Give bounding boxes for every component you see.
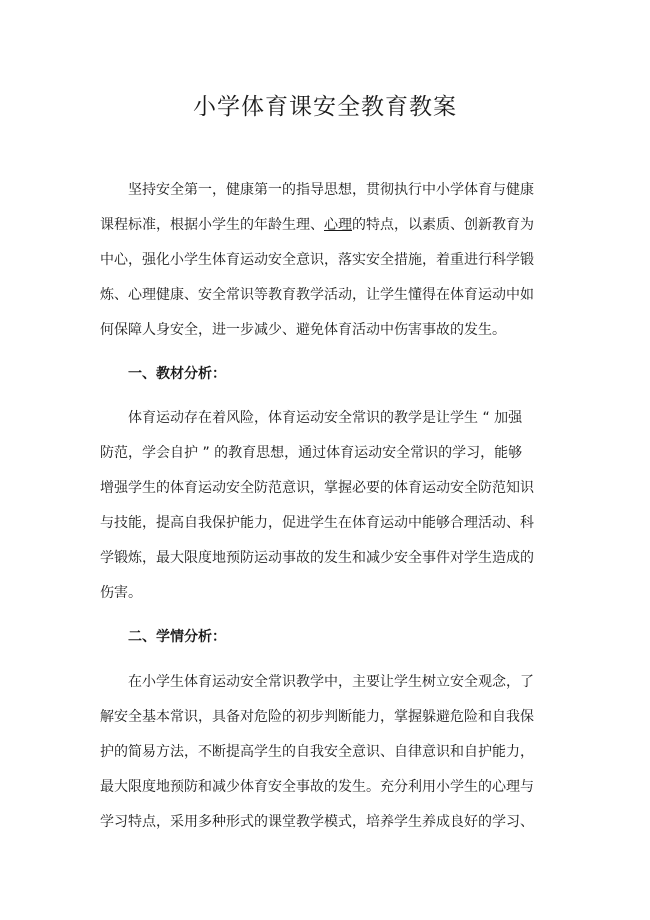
intro-line-3: 中心，强化小学生体育运动安全意识，落实安全措施，着重进行科学锻: [100, 252, 534, 268]
section2-line-1: 在小学生体育运动安全常识教学中，主要让学生树立安全观念，了: [128, 674, 534, 690]
section1-line-5: 学锻炼，最大限度地预防运动事故的发生和减少安全事件对学生造成的: [100, 550, 534, 566]
section2-line-5: 学习特点，采用多种形式的课堂教学模式，培养学生养成良好的学习、: [100, 814, 534, 830]
intro-line-1: 坚持安全第一，健康第一的指导思想，贯彻执行中小学体育与健康: [128, 182, 534, 198]
intro-line-2: [100, 215, 534, 235]
section-heading-textbook-analysis: 一、教材分析：: [128, 366, 226, 382]
section2-line-3: 护的简易方法，不断提高学生的自我安全意识、自律意识和自护能力，: [100, 744, 534, 760]
intro-line-2-part-b: 的特点，以素质、创新教育为: [352, 217, 534, 233]
intro-line-5: 何保障人身安全，进一步减少、避免体育活动中伤害事故的发生。: [100, 322, 506, 338]
section2-line-2: 解安全基本常识，具备对危险的初步判断能力，掌握躲避危险和自我保: [100, 709, 534, 725]
intro-line-2-part-a: 课程标准，根据小学生的年龄生理、: [100, 217, 324, 233]
section1-line-3: 增强学生的体育运动安全防范意识，掌握必要的体育运动安全防范知识: [100, 480, 534, 496]
document-title: 小学体育课安全教育教案: [193, 94, 457, 120]
section1-line-2: 防范，学会自护 ” 的教育思想，通过体育运动安全常识的学习，能够: [100, 445, 523, 461]
section1-line-4: 与技能，提高自我保护能力，促进学生在体育运动中能够合理活动、科: [100, 515, 534, 531]
section1-line-6: 伤害。: [100, 585, 142, 601]
section2-line-4: 最大限度地预防和减少体育安全事故的发生。充分利用小学生的心理与: [100, 779, 534, 795]
intro-line-4: 炼、心理健康、安全常识等教育教学活动，让学生懂得在体育运动中如: [100, 287, 534, 303]
psychology-underlined-term: 心理: [324, 217, 352, 233]
section-heading-student-analysis: 二、学情分析：: [128, 629, 226, 645]
section1-line-1: 体育运动存在着风险，体育运动安全常识的教学是让学生 “ 加强: [128, 410, 523, 426]
